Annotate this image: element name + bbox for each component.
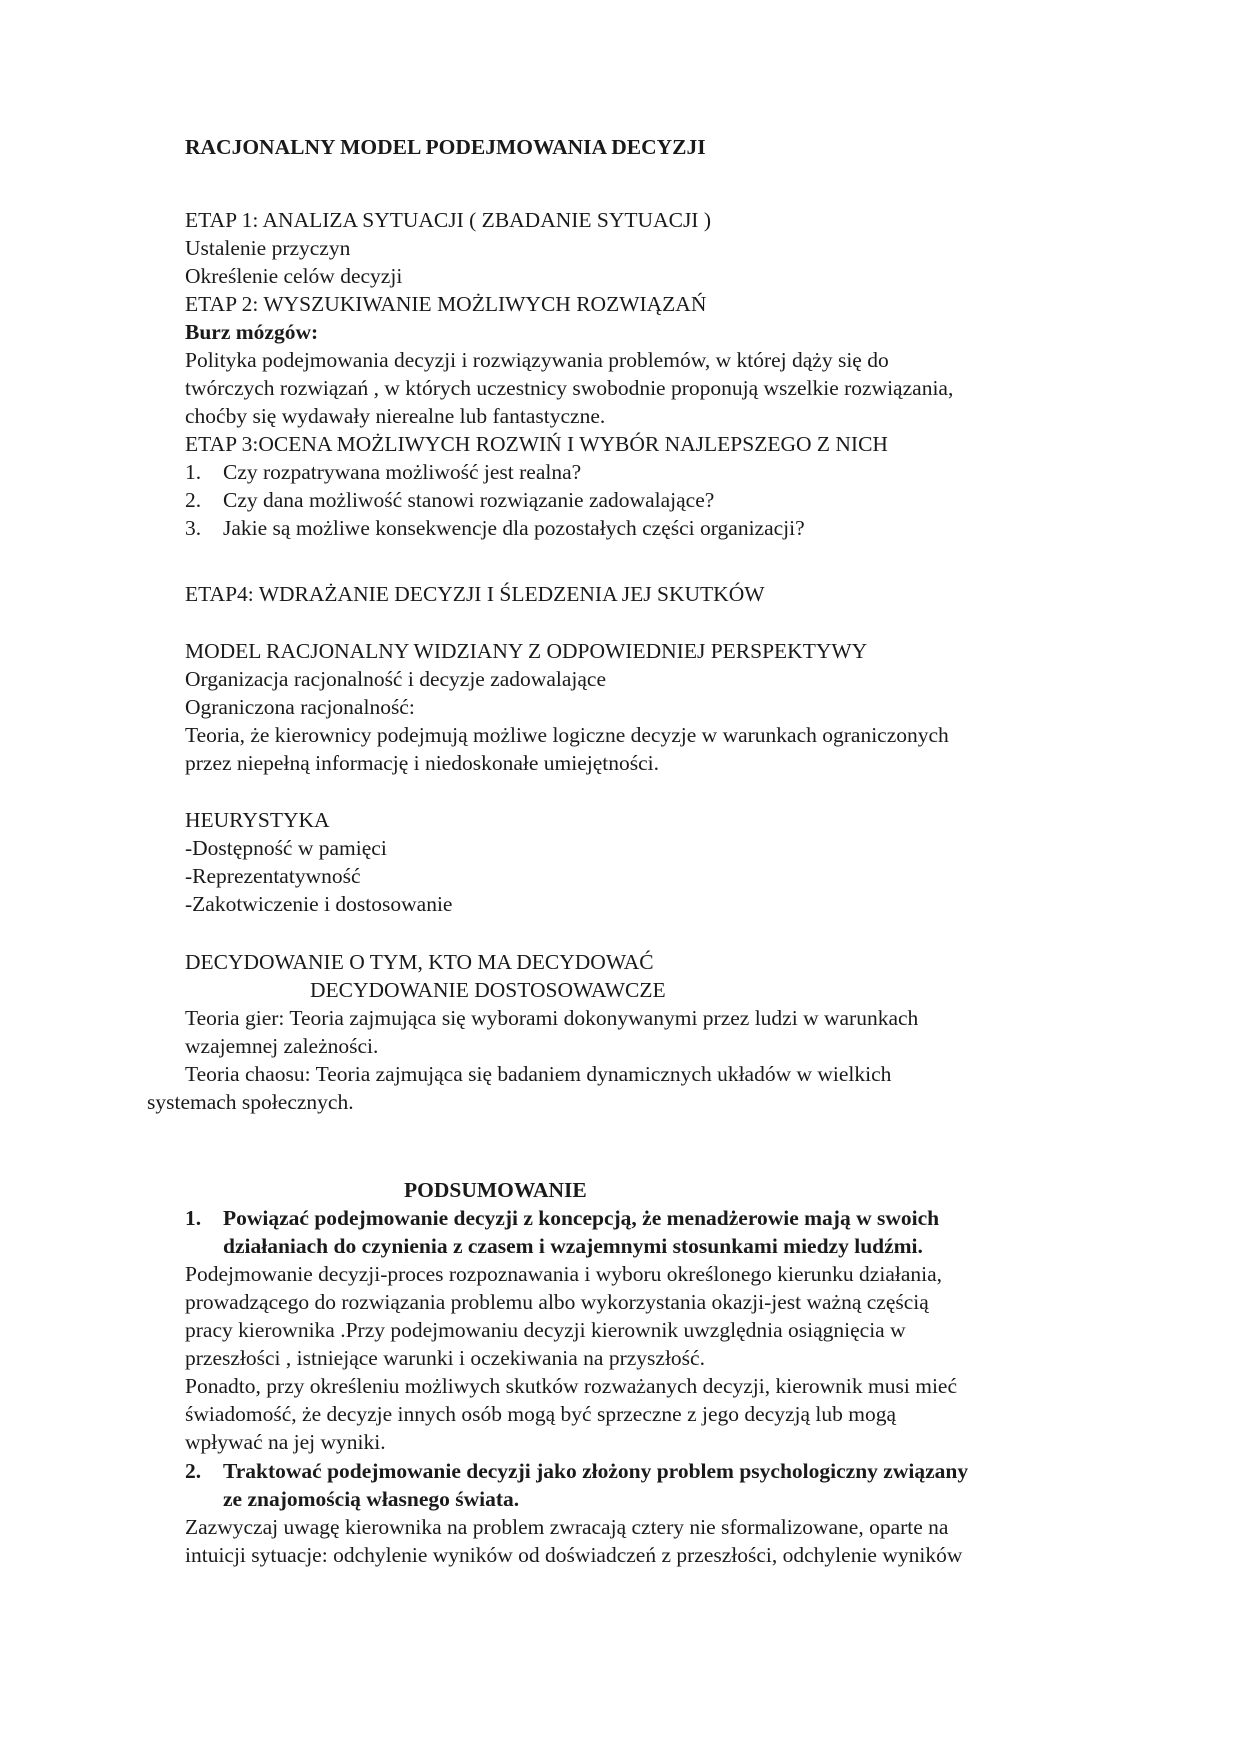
- etap2-text-line: twórczych rozwiązań , w których uczestnicy swobodnie proponują wszelkie rozwiązania,: [185, 376, 954, 400]
- teoria-gier-line: Teoria gier: Teoria zajmująca się wyborami dokonywanymi przez ludzi w warunkach: [185, 1006, 919, 1030]
- podsumowanie-heading: PODSUMOWANIE: [404, 1178, 587, 1202]
- etap2-heading: ETAP 2: WYSZUKIWANIE MOŻLIWYCH ROZWIĄZAŃ: [185, 292, 707, 316]
- teoria-chaosu-line: systemach społecznych.: [147, 1090, 354, 1114]
- paragraph-line: świadomość, że decyzje innych osób mogą być sprzeczne z jego decyzją lub mogą: [185, 1402, 897, 1426]
- podsumowanie-point: [185, 1457, 968, 1485]
- etap2-subheading: Burz mózgów:: [185, 320, 319, 344]
- paragraph-line: przeszłości , istniejące warunki i oczekiwania na przyszłość.: [185, 1346, 705, 1370]
- etap3-list-item: [185, 514, 805, 542]
- teoria-chaosu-line: Teoria chaosu: Teoria zajmująca się badaniem dynamicznych układów w wielkich: [185, 1062, 892, 1086]
- list-number: 1.: [185, 1206, 202, 1230]
- etap1-heading: ETAP 1: ANALIZA SYTUACJI ( ZBADANIE SYTUACJI ): [185, 208, 712, 232]
- model-line: przez niepełną informację i niedoskonałe umiejętności.: [185, 751, 660, 775]
- etap3-heading: ETAP 3:OCENA MOŻLIWYCH ROZWIŃ I WYBÓR NAJLEPSZEGO Z NICH: [185, 432, 888, 456]
- paragraph-line: wpływać na jej wyniki.: [185, 1430, 386, 1454]
- document-title: RACJONALNY MODEL PODEJMOWANIA DECYZJI: [185, 135, 706, 159]
- heurystyka-item: -Zakotwiczenie i dostosowanie: [185, 892, 453, 916]
- point-text: Traktować podejmowanie decyzji jako złożony problem psychologiczny związany: [223, 1459, 969, 1483]
- teoria-gier-line: wzajemnej zależności.: [185, 1034, 379, 1058]
- point-text: działaniach do czynienia z czasem i wzajemnymi stosunkami miedzy ludźmi.: [223, 1234, 923, 1258]
- paragraph-line: Podejmowanie decyzji-proces rozpoznawania i wyboru określonego kierunku działania,: [185, 1262, 943, 1286]
- model-line: Teoria, że kierownicy podejmują możliwe logiczne decyzje w warunkach ograniczonych: [185, 723, 949, 747]
- list-number: 3.: [185, 516, 202, 540]
- paragraph-line: Zazwyczaj uwagę kierownika na problem zwracają cztery nie sformalizowane, oparte na: [185, 1515, 949, 1539]
- decydowanie-subheading: DECYDOWANIE DOSTOSOWAWCZE: [310, 978, 666, 1002]
- list-number: 2.: [185, 488, 202, 512]
- model-line: Ograniczona racjonalność:: [185, 695, 415, 719]
- etap3-list-item: [185, 486, 714, 514]
- heurystyka-item: -Reprezentatywność: [185, 864, 361, 888]
- list-text: Czy dana możliwość stanowi rozwiązanie zadowalające?: [223, 488, 715, 512]
- model-line: Organizacja racjonalność i decyzje zadowalające: [185, 667, 606, 691]
- etap4-heading: ETAP4: WDRAŻANIE DECYZJI I ŚLEDZENIA JEJ SKUTKÓW: [185, 582, 765, 606]
- etap3-list-item: [185, 458, 581, 486]
- paragraph-line: intuicji sytuacje: odchylenie wyników od doświadczeń z przeszłości, odchylenie wyników: [185, 1543, 963, 1567]
- paragraph-line: Ponadto, przy określeniu możliwych skutków rozważanych decyzji, kierownik musi mieć: [185, 1374, 958, 1398]
- etap1-item: Określenie celów decyzji: [185, 264, 403, 288]
- decydowanie-heading: DECYDOWANIE O TYM, KTO MA DECYDOWAĆ: [185, 950, 654, 974]
- point-text: Powiązać podejmowanie decyzji z koncepcją, że menadżerowie mają w swoich: [223, 1206, 940, 1230]
- etap2-text-line: Polityka podejmowania decyzji i rozwiązywania problemów, w której dąży się do: [185, 348, 889, 372]
- etap1-item: Ustalenie przyczyn: [185, 236, 351, 260]
- podsumowanie-point: [185, 1204, 939, 1232]
- paragraph-line: pracy kierownika .Przy podejmowaniu decyzji kierownik uwzględnia osiągnięcia w: [185, 1318, 906, 1342]
- point-text: ze znajomością własnego świata.: [223, 1487, 520, 1511]
- paragraph-line: prowadzącego do rozwiązania problemu albo wykorzystania okazji-jest ważną częścią: [185, 1290, 929, 1314]
- list-text: Jakie są możliwe konsekwencje dla pozostałych części organizacji?: [223, 516, 805, 540]
- model-heading: MODEL RACJONALNY WIDZIANY Z ODPOWIEDNIEJ PERSPEKTYWY: [185, 639, 868, 663]
- etap2-text-line: choćby się wydawały nierealne lub fantastyczne.: [185, 404, 606, 428]
- list-number: 1.: [185, 460, 202, 484]
- list-number: 2.: [185, 1459, 202, 1483]
- heurystyka-heading: HEURYSTYKA: [185, 808, 330, 832]
- heurystyka-item: -Dostępność w pamięci: [185, 836, 387, 860]
- list-text: Czy rozpatrywana możliwość jest realna?: [223, 460, 582, 484]
